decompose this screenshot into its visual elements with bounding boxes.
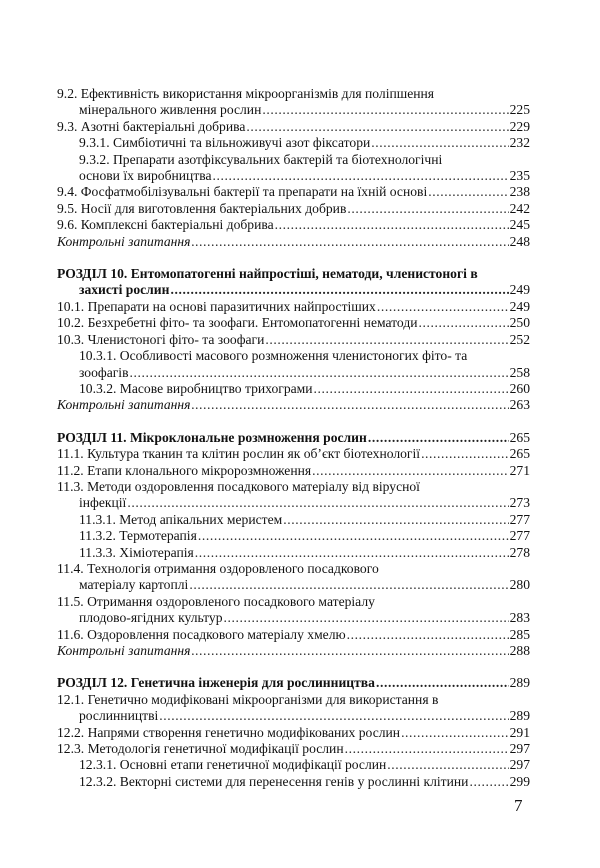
toc-entry[interactable] [57, 217, 530, 233]
toc-entry-title: 10.1. Препарати на основі паразитичних найпростіших [57, 298, 376, 314]
toc-entry-title: плодово-ягідних культур [79, 610, 223, 626]
toc-page-number: 277 [509, 528, 530, 544]
toc-entry[interactable] [57, 397, 530, 413]
toc-entry-line [79, 545, 530, 561]
toc-entry[interactable] [57, 479, 530, 512]
dot-leader [387, 757, 508, 773]
toc-page-number: 252 [509, 331, 530, 347]
dot-leader [275, 217, 509, 233]
toc-page-number: 278 [509, 544, 530, 560]
dot-leader [368, 430, 509, 446]
toc-page-number: 280 [509, 577, 530, 593]
dot-leader [401, 725, 509, 741]
toc-entry-line [57, 495, 530, 511]
toc-entry-title: інфекції [79, 495, 127, 511]
dot-leader [170, 282, 508, 298]
toc-entry-title: Контрольні запитання [57, 643, 191, 658]
toc-page-number: 258 [509, 364, 530, 380]
dot-leader [314, 381, 509, 397]
toc-entry-line [57, 627, 530, 643]
toc-entry[interactable] [57, 381, 530, 397]
dot-leader [191, 643, 508, 659]
page-number: 7 [514, 796, 523, 815]
toc-page-number: 297 [509, 757, 530, 773]
toc-entry-title: захисті рослин [79, 282, 170, 298]
toc-page-number: 273 [509, 495, 530, 511]
toc-entry-line [57, 315, 530, 331]
toc-entry-title: 9.5. Носії для виготовлення бактеріальних добрив [57, 200, 347, 216]
dot-leader [224, 610, 509, 626]
section-spacer [57, 250, 530, 266]
toc-entry-line [57, 463, 530, 479]
toc-entry-line [57, 643, 530, 659]
toc-entry[interactable] [57, 627, 530, 643]
toc-entry[interactable] [57, 528, 530, 544]
toc-entry[interactable] [57, 299, 530, 315]
toc-entry-line [57, 430, 530, 446]
dot-leader [189, 577, 508, 593]
table-of-contents [57, 86, 530, 790]
dot-leader [312, 463, 508, 479]
toc-page-number: 277 [509, 511, 530, 527]
toc-entry[interactable] [57, 545, 530, 561]
toc-entry-title-line: 10.3.1. Особливості масового розмноження членистоногих фіто- та [79, 348, 468, 364]
toc-entry[interactable] [57, 774, 530, 790]
toc-entry-title: 12.3. Методологія генетичної модифікації рослин [57, 741, 344, 757]
toc-entry-line [57, 725, 530, 741]
toc-entry[interactable] [57, 135, 530, 151]
toc-page-number: 248 [509, 233, 530, 249]
toc-entry[interactable] [57, 757, 530, 773]
toc-entry[interactable] [57, 184, 530, 200]
toc-entry-title: 11.3.1. Метод апікальних меристем [79, 511, 283, 527]
toc-entry-line [57, 119, 530, 135]
toc-entry-title: матеріалу картоплі [79, 577, 189, 593]
toc-entry-title: РОЗДІЛ 12. Генетична інженерія для рослинництва [57, 675, 375, 691]
toc-entry-title: 9.4. Фосфатмобілізувальні бактерії та препарати на їхній основі [57, 184, 428, 200]
toc-entry-line [57, 102, 530, 118]
toc-entry-line [57, 741, 530, 757]
toc-entry-line [57, 299, 530, 315]
dot-leader [347, 201, 508, 217]
dot-leader [262, 102, 508, 118]
dot-leader [283, 512, 508, 528]
toc-entry[interactable] [57, 643, 530, 659]
toc-entry[interactable] [57, 152, 530, 185]
toc-entry-title: 11.3.2. Термотерапія [79, 528, 197, 544]
toc-entry[interactable] [57, 692, 530, 725]
toc-entry-title: зоофагів [79, 364, 129, 380]
toc-page-number: 225 [509, 102, 530, 118]
toc-page-number: 260 [509, 380, 530, 396]
toc-entry-title: 9.3. Азотні бактеріальні добрива [57, 118, 246, 134]
toc-entry-line [79, 528, 530, 544]
toc-entry-line [79, 757, 530, 773]
toc-entry[interactable] [57, 348, 530, 381]
toc-entry-line [57, 708, 530, 724]
toc-entry-line [79, 774, 530, 790]
toc-entry-title: 11.6. Оздоровлення посадкового матеріалу хмелю [57, 626, 346, 642]
toc-entry-line [57, 397, 530, 413]
toc-entry-line [57, 577, 530, 593]
toc-entry-line [57, 332, 530, 348]
dot-leader [345, 741, 509, 757]
toc-entry-title-line: 9.3.2. Препарати азотфіксувальних бактерій та біотехнологічні [79, 151, 443, 167]
toc-page-number: 229 [509, 118, 530, 134]
toc-page-number: 271 [509, 462, 530, 478]
toc-entry[interactable] [57, 463, 530, 479]
dot-leader [213, 168, 509, 184]
toc-entry-line [57, 446, 530, 462]
toc-entry-title: 10.2. Безхребетні фіто- та зоофаги. Ентомопатогенні нематоди [57, 315, 418, 331]
toc-entry[interactable] [57, 315, 530, 331]
toc-entry-line [57, 675, 530, 691]
toc-entry-title: 12.2. Напрями створення генетично модифікованих рослин [57, 724, 401, 740]
toc-entry[interactable] [57, 234, 530, 250]
section-spacer [57, 659, 530, 675]
toc-entry-title-line: 11.3. Методи оздоровлення посадкового матеріалу від вірусної [57, 478, 420, 494]
dot-leader [377, 299, 509, 315]
toc-page-number: 245 [509, 217, 530, 233]
toc-entry-line [57, 201, 530, 217]
toc-page-number: 291 [509, 724, 530, 740]
toc-section-heading[interactable] [57, 266, 530, 299]
toc-entry[interactable] [57, 332, 530, 348]
toc-entry[interactable] [57, 512, 530, 528]
toc-entry[interactable] [57, 201, 530, 217]
toc-page-number: 235 [509, 168, 530, 184]
toc-entry-title: 11.2. Етапи клонального мікророзмноження [57, 462, 312, 478]
dot-leader [421, 446, 509, 462]
toc-entry-title: рослинництві [79, 708, 159, 724]
toc-entry-title-line: РОЗДІЛ 10. Ентомопатогенні найпростіші, нематоди, членистоногі в [57, 266, 478, 282]
toc-page-number: 289 [509, 708, 530, 724]
toc-entry-line [79, 381, 530, 397]
toc-entry-title: Контрольні запитання [57, 233, 191, 249]
toc-entry-line [79, 168, 530, 184]
toc-entry-title: 10.3. Членистоногі фіто- та зоофаги [57, 331, 265, 347]
toc-page-number: 283 [509, 610, 530, 626]
toc-entry-title: 9.6. Комплексні бактеріальні добрива [57, 217, 274, 233]
toc-entry-line [79, 512, 530, 528]
toc-entry-title: мінерального живлення рослин [79, 102, 262, 118]
toc-entry-title-line: 9.2. Ефективність використання мікроорганізмів для поліпшення [57, 86, 435, 101]
toc-entry-title-line: 11.5. Отримання оздоровленого посадкового матеріалу [57, 593, 375, 609]
toc-entry-line [57, 282, 530, 298]
dot-leader [469, 774, 508, 790]
toc-page-number: 263 [509, 397, 530, 413]
toc-page-number: 285 [509, 626, 530, 642]
dot-leader [198, 528, 509, 544]
toc-entry-title: РОЗДІЛ 11. Мікроклональне розмноження рослин [57, 429, 367, 445]
section-spacer [57, 414, 530, 430]
toc-page-number: 265 [509, 446, 530, 462]
toc-entry-line [57, 217, 530, 233]
toc-entry-title: Контрольні запитання [57, 397, 191, 413]
toc-page-number: 232 [509, 135, 530, 151]
toc-entry-title-line: 11.4. Технологія отримання оздоровленого посадкового [57, 560, 379, 576]
toc-page-number: 242 [509, 200, 530, 216]
dot-leader [191, 397, 508, 413]
toc-section-heading[interactable] [57, 430, 530, 446]
toc-page-number: 297 [509, 741, 530, 757]
toc-entry-title: 11.3.3. Хіміотерапія [79, 544, 194, 560]
dot-leader [428, 184, 508, 200]
toc-entry-title: 12.3.1. Основні етапи генетичної модифікації рослин [79, 757, 387, 773]
dot-leader [347, 627, 509, 643]
toc-entry-title: 12.3.2. Векторні системи для перенесення генів у рослинні клітини [79, 773, 469, 789]
toc-page-number: 249 [509, 298, 530, 314]
toc-entry[interactable] [57, 561, 530, 594]
dot-leader [376, 675, 509, 691]
dot-leader [127, 495, 508, 511]
toc-entry-line [79, 365, 530, 381]
toc-page-number: 289 [509, 675, 530, 691]
dot-leader [130, 365, 509, 381]
toc-entry-title: 9.3.1. Симбіотичні та вільноживучі азот фіксатори [79, 135, 371, 151]
toc-page-number: 250 [509, 315, 530, 331]
toc-entry-line [57, 234, 530, 250]
dot-leader [246, 119, 508, 135]
toc-section-heading[interactable] [57, 675, 530, 691]
toc-entry-title: 11.1. Культура тканин та клітин рослин як об’єкт біотехнології [57, 446, 421, 462]
dot-leader [159, 708, 508, 724]
toc-entry-title: основи їх виробництва [79, 168, 212, 184]
toc-entry-line [57, 610, 530, 626]
dot-leader [419, 315, 509, 331]
toc-entry[interactable] [57, 741, 530, 757]
dot-leader [371, 135, 508, 151]
toc-entry-title: 10.3.2. Масове виробництво трихограми [79, 380, 313, 396]
toc-page-number: 249 [509, 282, 530, 298]
dot-leader [265, 332, 508, 348]
dot-leader [191, 234, 508, 250]
toc-entry[interactable] [57, 725, 530, 741]
toc-entry-line [79, 135, 530, 151]
toc-page-number: 265 [509, 429, 530, 445]
toc-page-number: 288 [509, 643, 530, 658]
toc-entry-line [57, 184, 530, 200]
toc-entry[interactable] [57, 119, 530, 135]
toc-entry[interactable] [57, 446, 530, 462]
toc-entry-title-line: 12.1. Генетично модифіковані мікроорганізми для використання в [57, 691, 439, 707]
toc-page-number: 299 [509, 773, 530, 789]
dot-leader [195, 545, 509, 561]
toc-entry[interactable] [57, 594, 530, 627]
toc-entry[interactable] [57, 86, 530, 119]
toc-page-number: 238 [509, 184, 530, 200]
